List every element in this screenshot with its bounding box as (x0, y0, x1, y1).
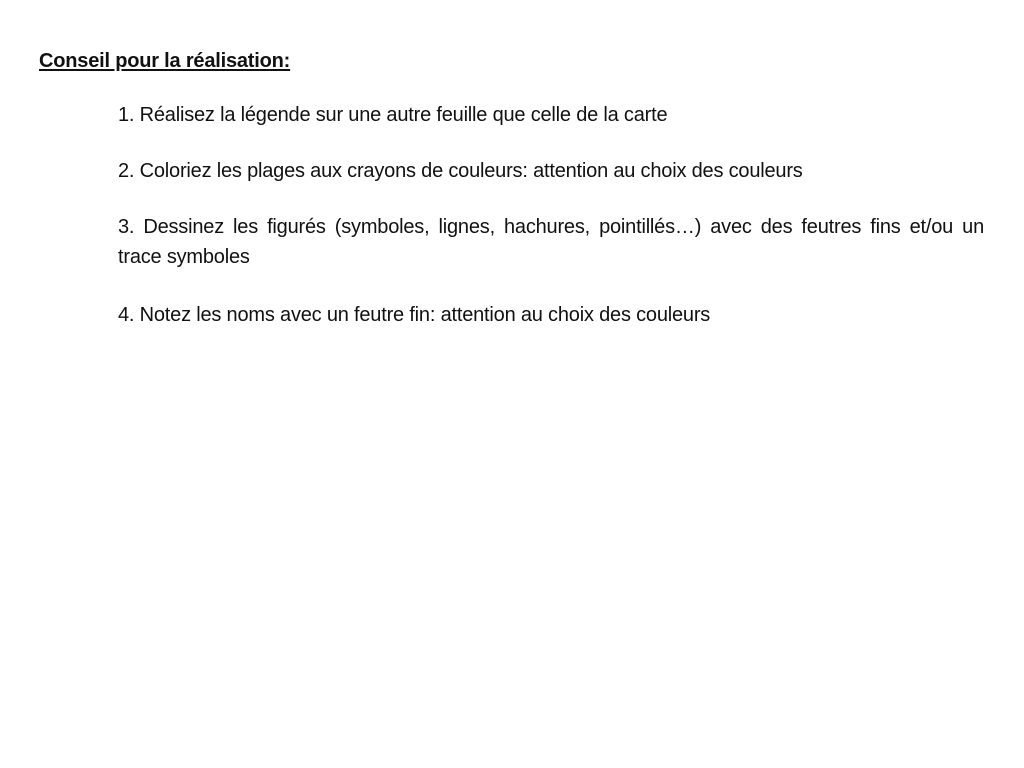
slide-title: Conseil pour la réalisation: (39, 50, 291, 73)
advice-list (118, 100, 984, 330)
advice-step-2: 2. Coloriez les plages aux crayons de couleurs: attention au choix des couleurs (118, 160, 803, 182)
advice-step-3: 3. Dessinez les figurés (symboles, lignes, hachures, pointillés…) avec des feutres fins et/ou un trace symboles (118, 216, 984, 268)
advice-step-1: 1. Réalisez la légende sur une autre feuille que celle de la carte (118, 104, 668, 126)
advice-step-4: 4. Notez les noms avec un feutre fin: attention au choix des couleurs (118, 304, 711, 326)
